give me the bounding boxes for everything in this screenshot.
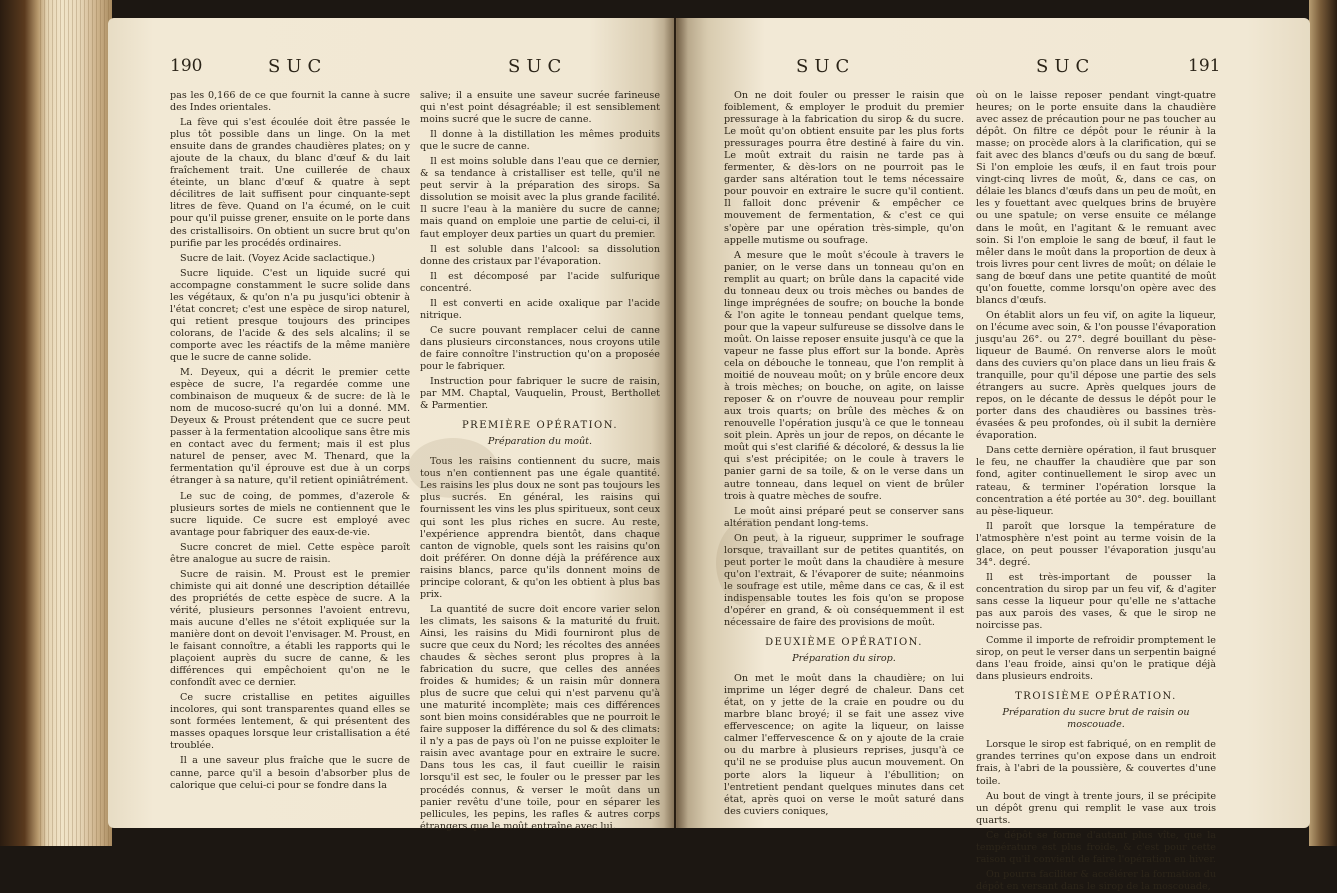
paragraph: La fève qui s'est écoulée doit être passée le plus tôt possible dans un linge. On la met ensuite dans de grandes chaudières plates; on y ajoute de la chaux, du blanc d'œuf & du lait fraîchement trait. Une cuillerée de chaux éteinte, un blanc d'œuf & quatre à sept décilitres de lait suffisent pour cinquante-sept litres de fève. Quand on l'a écumé, on le cuit pour qu'il puisse grener, ensuite on le porte dans des cristallisoirs. On obtient un sucre brut qu'on purifie par les procédés ordinaires. [170, 117, 410, 249]
running-head-left: SUC [268, 56, 328, 77]
paragraph: On ne doit fouler ou presser le raisin que foiblement, & employer le produit du premier pressurage à la fabrication du sirop & du sucre. Le moût qu'on obtient ensuite par les plus forts pressurages pourra être destiné à faire du vin. Le moût extrait du raisin ne tarde pas à fermenter, & dès-lors on ne pourroit pas le garder sans altération tout le tems nécessaire pour pouvoir en extraire le sucre qu'il contient. Il falloit donc prévenir & empêcher ce mouvement de fermentation, & c'est ce qui s'opère par une opération très-simple, qu'on appelle mutisme ou soufrage. [724, 90, 964, 246]
section-subheading: Préparation du moût. [487, 436, 593, 448]
paragraph: Ce sucre cristallise en petites aiguilles incolores, qui sont transparentes quand elles se sont formées lentement, & qui présentent des masses opaques lorsque leur cristallisation a été troublée. [170, 692, 410, 752]
paragraph: On pourra faciliter & accélérer la formation du dépôt en versant dans le sirop de la moscouade, [976, 868, 1216, 892]
paragraph: Il paroît que lorsque la température de l'atmosphère n'est point au terme voisin de la glace, on peut pousser l'évaporation jusqu'au 34°. degré. [976, 520, 1216, 568]
section-heading: PREMIÈRE OPÉRATION. [461, 420, 619, 432]
paragraph: On met le moût dans la chaudière; on lui imprime un léger degré de chaleur. Dans cet état, on y jette de la craie en poudre ou du marbre blanc broyé; il se fait une assez vive effervescence; on agite la liqueur, on laisse calmer l'effervescence & on y ajoute de la craie ou du marbre à plusieurs reprises, jusqu'à ce qu'il ne se produise plus aucun mouvement. On porte alors la liqueur à l'ébullition; on l'entretient pendant quelques minutes dans cet état, après quoi on verse le moût saturé dans des cuviers coniques, [724, 673, 964, 817]
paragraph: Il a une saveur plus fraîche que le sucre de canne, parce qu'il a besoin d'absorber plus de calorique que celui-ci pour se fondre dans la [170, 755, 410, 791]
paragraph: Il est décomposé par l'acide sulfurique concentré. [420, 270, 660, 294]
page-number: 190 [170, 56, 203, 76]
paragraph: pas les 0,166 de ce que fournit la canne à sucre des Indes orientales. [170, 90, 410, 114]
paragraph: Ce dépôt se forme d'autant plus vîte, que la température est plus froide, & c'est pour cette raison qu'il convient de faire l'opération en hiver. [976, 829, 1216, 865]
paragraph: Sucre de lait. (Voyez Acide saclactique.) [180, 252, 376, 264]
paragraph: M. Deyeux, qui a décrit le premier cette espèce de sucre, l'a regardée comme une combinaison de muqueux & de sucre: de là le nom de mucoso-sucré qu'on lui a donné. MM. Deyeux & Proust prétendent que ce sucre peut passer à la fermentation alcoolique sans être mis en contact avec du ferment; mais il est plus naturel de penser, avec M. Thenard, que la fermentation qu'il éprouve est due à un corps étranger à sa nature, qu'il retient opiniâtrément. [170, 367, 410, 487]
text-column-2 [976, 90, 1216, 892]
section-subheading: Préparation du sirop. [792, 653, 896, 665]
paragraph: Sucre liquide. C'est un liquide sucré qui accompagne constamment le sucre solide dans les végétaux, & qu'on n'a pu jusqu'ici obtenir à l'état concret; c'est une espèce de sirop naturel, qui retient presque toujours des principes colorans, de l'acide & des sels alcalins; il se comporte avec les réactifs de la même manière que le sucre de canne solide. [170, 267, 410, 363]
page-number: 191 [1188, 56, 1221, 76]
paragraph: Il est converti en acide oxalique par l'acide nitrique. [420, 297, 660, 321]
paragraph: Il donne à la distillation les mêmes produits que le sucre de canne. [420, 129, 660, 153]
paragraph: salive; il a ensuite une saveur sucrée farineuse qui n'est point désagréable; il est sensiblement moins sucré que le sucre de canne. [420, 90, 660, 126]
paragraph: Tous les raisins contiennent du sucre, mais tous n'en contiennent pas une égale quantité. Les raisins les plus doux ne sont pas toujours les plus sucrés. En général, les raisins qui fournissent les vins les plus spiritueux, sont ceux qui sont les plus riches en sucre. Au reste, l'expérience apprendra bientôt, dans chaque canton de vignoble, quels sont les raisins qu'on doit préférer. On donne déjà la préférence aux raisins blancs, parce qu'ils donnent moins de principe colorant, & qu'on les obtient à plus bas prix. [420, 456, 660, 600]
paragraph: Instruction pour fabriquer le sucre de raisin, par MM. Chaptal, Vauquelin, Proust, Berthollet & Parmentier. [420, 376, 660, 412]
paragraph: Le moût ainsi préparé peut se conserver sans altération pendant long-tems. [724, 505, 964, 529]
paper-stain [716, 518, 786, 608]
paragraph: Il est moins soluble dans l'eau que ce dernier, & sa tendance à cristalliser est telle, qu'il ne peut servir à la préparation des sirops. Sa dissolution se moisit avec la plus grande facilité. Il sucre l'eau à la manière du sucre de canne; mais quand on emploie une partie de celui-ci, il faut employer deux parties un quart du premier. [420, 156, 660, 240]
paragraph: A mesure que le moût s'écoule à travers le panier, on le verse dans un tonneau qu'on en remplit au quart; on brûle dans la capacité vide du tonneau deux ou trois mèches ou bandes de linge imprégnées de soufre; on bouche la bonde & l'on agite le tonneau pendant quelque tems, pour que la vapeur sulfureuse se dissolve dans le moût. On laisse reposer ensuite jusqu'à ce que la vapeur ne fasse plus effort sur la bonde. Après cela on débouche le tonneau, que l'on remplit à moitié de nouveau moût; on y brûle encore deux à trois mèches; on bouche, on agite, on laisse reposer & on r'ouvre de nouveau pour remplir aux trois quarts; on brûle des mèches & on renouvelle l'opération jusqu'à ce que le tonneau soit plein. Après un jour de repos, on décante le moût qui s'est clarifié & décoloré, & dessus la lie qui s'est précipitée; on le coule à travers le panier garni de sa toile, & on le verse dans un autre tonneau, dans lequel on vient de brûler trois à quatre mèches de soufre. [724, 249, 964, 502]
paragraph: Il est très-important de pousser la concentration du sirop par un feu vif, & d'agiter sans cesse la liqueur pour qu'elle ne s'attache pas aux parois des vases, & que le sirop ne noircisse pas. [976, 571, 1216, 632]
paragraph: où on le laisse reposer pendant vingt-quatre heures; on le porte ensuite dans la chaudière avec assez de précaution pour ne pas toucher au dépôt. On filtre ce dépôt pour le réunir à la masse; on procède alors à la clarification, qui se fait avec des blancs d'œufs ou du sang de bœuf. Si l'on emploie les œufs, il en faut trois pour vingt-cinq livres de moût, &, dans ce cas, on délaie les blancs d'œufs dans un peu de moût, en les y fouettant avec quelques brins de bruyère ou une spatule; on verse ensuite ce mélange dans le moût, en l'agitant & le remuant avec soin. Si l'on emploie le sang de bœuf, il faut le mêler dans le moût dans la proportion de deux à trois livres pour cent livres de moût; on délaie le sang de bœuf dans une petite quantité de moût qu'on fouette, comme lorsqu'on opère avec des blancs d'œufs. [976, 90, 1216, 306]
section-subheading: Préparation du sucre brut de raisin ou moscouade. [1002, 707, 1190, 731]
text-column-1 [724, 90, 964, 817]
section-heading: TROISIÈME OPÉRATION. [1015, 691, 1177, 703]
paragraph: On peut, à la rigueur, supprimer le soufrage lorsque, travaillant sur de petites quantités, on peut porter le moût dans la chaudière à mesure qu'on l'extrait, & l'évaporer de suite; néanmoins le soufrage est utile, même dans ce cas, & il est indispensable toutes les fois qu'on se propose d'opérer en grand, & où conséquemment il est nécessaire de faire des provisions de moût. [724, 532, 964, 629]
paper-stain [408, 438, 498, 498]
paragraph: Le suc de coing, de pommes, d'azerole & plusieurs sortes de miels ne contiennent que le sucre liquide. Ce sucre est employé avec avantage pour fabriquer des eaux-de-vie. [170, 490, 410, 538]
paragraph: Au bout de vingt à trente jours, il se précipite un dépôt grenu qui remplit le vase aux trois quarts. [976, 790, 1216, 826]
paragraph: Lorsque le sirop est fabriqué, on en remplit de grandes terrines qu'on expose dans un endroit frais, à l'abri de la poussière, & couvertes d'une toile. [976, 739, 1216, 787]
book-gutter [664, 18, 688, 828]
text-column-1 [170, 90, 410, 810]
running-head-right: SUC [508, 56, 568, 77]
section-heading: DEUXIÈME OPÉRATION. [765, 637, 923, 649]
paragraph: Sucre de raisin. M. Proust est le premier chimiste qui ait donné une description détaillée des propriétés de cette espèce de sucre. A la vérité, plusieurs personnes l'avoient entrevu, mais aucune d'elles ne s'étoit expliquée sur la manière dont on devoit l'envisager. M. Proust, en le faisant connoître, a établi les rapports qui le plaçoient auprès du sucre de canne, & les différences qui empêchoient qu'on ne le confondît avec ce dernier. [170, 568, 410, 689]
left-page [108, 18, 674, 832]
paragraph: Il est soluble dans l'alcool: sa dissolution donne des cristaux par l'évaporation. [420, 243, 660, 267]
running-head-left: SUC [796, 56, 856, 77]
paragraph: Sucre concret de miel. Cette espèce paroît être analogue au sucre de raisin. [170, 541, 410, 565]
paragraph: La quantité de sucre doit encore varier selon les climats, les saisons & la maturité du fruit. Ainsi, les raisins du Midi fourniront plus de sucre que ceux du Nord; les récoltes des années chaudes & sèches seront plus propres à la fabrication du sucre, que celles des années froides & humides; & un raisin mûr donnera plus de sucre que celui qui n'est parvenu qu'à une maturité incomplète; mais ces différences sont bien moins considérables que ne pourroit le faire supposer la différence du sol & des climats: il n'y a pas de pays où l'on ne puisse exploiter le raisin avec avantage pour en extraire le sucre. Dans tous les cas, il faut cueillir le raisin lorsqu'il est sec, le fouler ou le presser par les procédés connus, & verser le moût dans un panier revêtu d'une toile, pour en séparer les pellicules, les pepins, les rafles & autres corps étrangers que le moût entraîne avec lui. [420, 603, 660, 832]
book-fore-edge-right [1309, 0, 1337, 846]
paragraph: Ce sucre pouvant remplacer celui de canne dans plusieurs circonstances, nous croyons utile de faire connoître l'instruction qu'on a proposée pour le fabriquer. [420, 324, 660, 372]
paragraph: Dans cette dernière opération, il faut brusquer le feu, ne chauffer la chaudière que par son fond, agiter continuellement le sirop avec un rateau, & terminer l'opération lorsque la concentration a été portée au 30°. deg. bouillant au pèse-liqueur. [976, 445, 1216, 517]
paragraph: On établit alors un feu vif, on agite la liqueur, on l'écume avec soin, & l'on pousse l'évaporation jusqu'au 26°. ou 27°. degré bouillant du pèse-liqueur de Baumé. On renverse alors le moût dans des cuviers qu'on place dans un lieu frais & tranquille, pour qu'il dépose une partie des sels étrangers au sucre. Après quelques jours de repos, on le décante de dessus le dépôt pour le porter dans des chaudières ou bassines très-évasées & peu profondes, où il subit la dernière évaporation. [976, 309, 1216, 442]
book-fore-edge-left [0, 0, 112, 846]
paragraph: Comme il importe de refroidir promptement le sirop, on peut le verser dans un serpentin baigné dans l'eau froide, ainsi qu'on le pratique déjà dans plusieurs endroits. [976, 635, 1216, 683]
running-head-right: SUC [1036, 56, 1096, 77]
right-page [676, 18, 1310, 892]
